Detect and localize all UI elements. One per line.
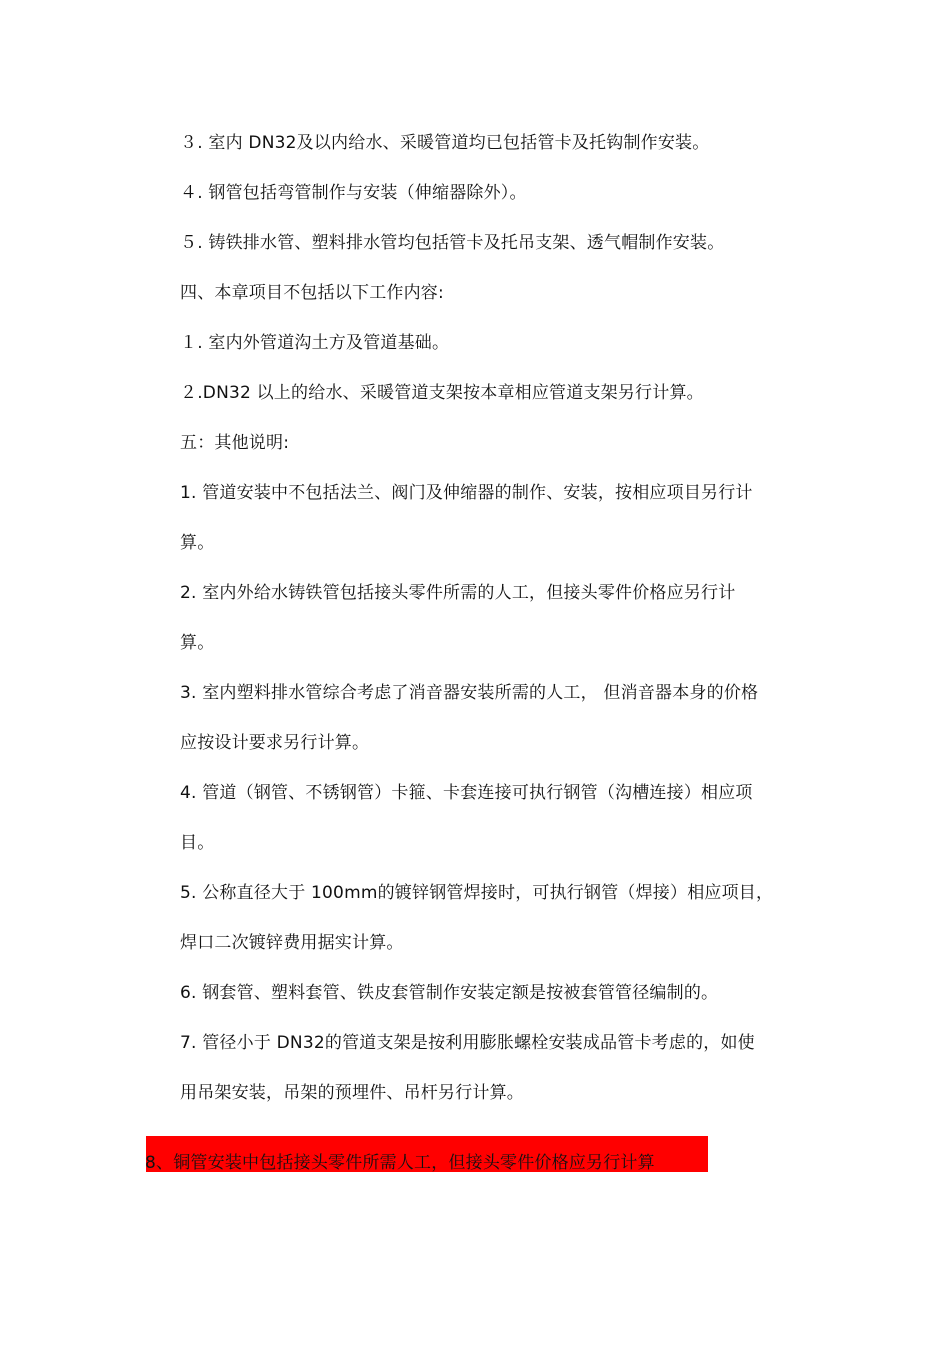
text-item-3: 3. 室内塑料排水管综合考虑了消音器安装所需的人工， 但消音器本身的价格 <box>180 683 759 703</box>
text-line-4-steel-pipe: ４. 钢管包括弯管制作与安装（伸缩器除外）。 <box>180 183 527 203</box>
text-item-2-continued: 算。 <box>180 633 215 653</box>
text-item-1: 1. 管道安装中不包括法兰、阀门及伸缩器的制作、安装，按相应项目另行计 <box>180 483 753 503</box>
text-line-exclusion-2: ２.DN32 以上的给水、采暖管道支架按本章相应管道支架另行计算。 <box>180 383 704 403</box>
text-item-4: 4. 管道（钢管、不锈钢管）卡箍、卡套连接可执行钢管（沟槽连接）相应项 <box>180 783 753 803</box>
text-item-2: 2. 室内外给水铸铁管包括接头零件所需的人工，但接头零件价格应另行计 <box>180 583 736 603</box>
text-item-5-continued: 焊口二次镀锌费用据实计算。 <box>180 933 404 953</box>
text-item-6: 6. 钢套管、塑料套管、铁皮套管制作安装定额是按被套管管径编制的。 <box>180 983 719 1003</box>
text-line-3-dn32: ３. 室内 DN32及以内给水、采暖管道均已包括管卡及托钩制作安装。 <box>180 133 710 153</box>
highlighted-item-8: 8、铜管安装中包括接头零件所需人工，但接头零件价格应另行计算 <box>145 1153 655 1173</box>
text-item-1-continued: 算。 <box>180 533 215 553</box>
text-item-4-continued: 目。 <box>180 833 215 853</box>
text-line-5-cast-iron: ５. 铸铁排水管、塑料排水管均包括管卡及托吊支架、透气帽制作安装。 <box>180 233 725 253</box>
text-line-exclusion-1: １. 室内外管道沟土方及管道基础。 <box>180 333 450 353</box>
text-item-7-continued: 用吊架安装，吊架的预埋件、吊杆另行计算。 <box>180 1083 524 1103</box>
section-heading-five: 五：其他说明: <box>180 433 290 453</box>
text-item-5: 5. 公称直径大于 100mm的镀锌钢管焊接时，可执行钢管（焊接）相应项目， <box>180 883 774 903</box>
section-heading-four: 四、本章项目不包括以下工作内容: <box>180 283 444 303</box>
text-item-7: 7. 管径小于 DN32的管道支架是按利用膨胀螺栓安装成品管卡考虑的，如使 <box>180 1033 755 1053</box>
text-item-3-continued: 应按设计要求另行计算。 <box>180 733 370 753</box>
